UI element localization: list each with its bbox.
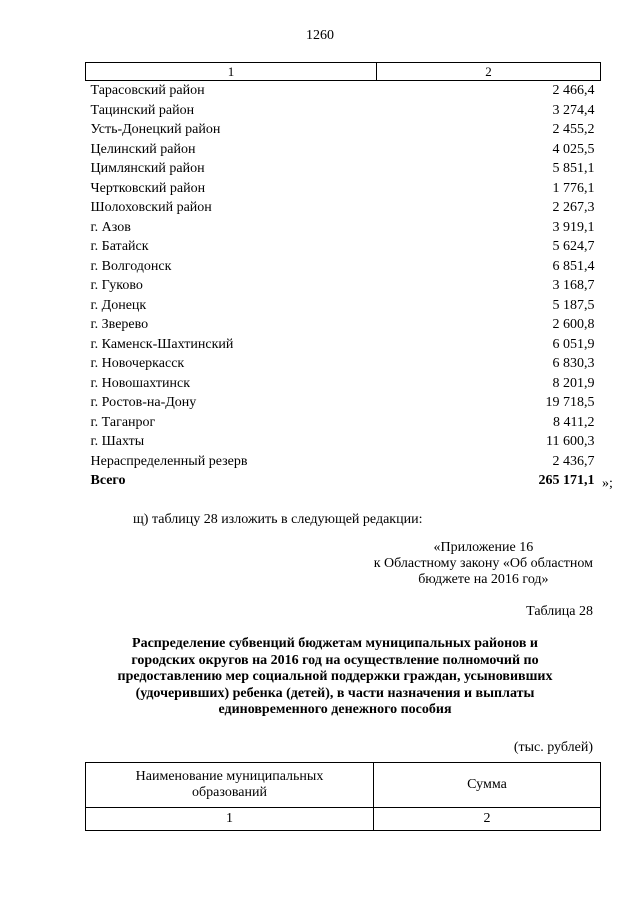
header-name-cell	[86, 763, 374, 808]
header-row	[86, 763, 601, 808]
table-row	[86, 101, 601, 121]
subsidy-amount: 8 411,2	[553, 414, 595, 430]
heading-line-5: единовременного денежного пособия	[218, 702, 452, 717]
municipality-name: г. Шахты	[90, 434, 145, 450]
column-number-2: 2	[377, 63, 601, 81]
table-row	[86, 218, 601, 238]
table-heading	[105, 636, 565, 719]
municipality-name: г. Новочеркасск	[90, 356, 185, 372]
subsidy-amount: 5 187,5	[552, 297, 595, 313]
subsidy-amount: 1 776,1	[552, 180, 595, 196]
units-note: (тыс. рублей)	[513, 740, 593, 755]
municipality-name: Тацинский район	[90, 102, 195, 118]
subsidy-amount: 2 600,8	[552, 317, 595, 333]
municipality-name: Целинский район	[90, 141, 196, 157]
table-row	[86, 179, 601, 199]
municipality-name: г. Гуково	[90, 278, 143, 294]
subsidy-amount: 3 919,1	[552, 219, 595, 235]
table-row	[86, 276, 601, 296]
subsidy-amount: 2 436,7	[552, 453, 595, 469]
municipality-name: г. Волгодонск	[90, 258, 172, 274]
table-row	[86, 432, 601, 452]
subsidy-amount: 6 830,3	[552, 356, 595, 372]
municipality-name: г. Зверево	[90, 317, 149, 333]
municipality-name: г. Ростов-на-Дону	[90, 395, 197, 411]
subsidy-amount: 8 201,9	[552, 375, 595, 391]
municipality-name: г. Батайск	[90, 239, 149, 255]
subsidy-amount: 11 600,3	[546, 434, 595, 450]
table-row	[86, 374, 601, 394]
subsidy-amount: 2 455,2	[552, 122, 595, 138]
total-label: Всего	[90, 473, 126, 489]
municipality-name: г. Донецк	[90, 297, 147, 313]
table-row	[86, 237, 601, 257]
subsidy-amount: 3 274,4	[552, 102, 595, 118]
subsidy-table-continued	[85, 62, 601, 491]
table-row	[86, 315, 601, 335]
table-row	[86, 452, 601, 472]
municipality-name: Тарасовский район	[90, 83, 205, 99]
table-row	[86, 159, 601, 179]
appendix-line-1: «Приложение 16	[433, 540, 534, 555]
municipality-name: Усть-Донецкий район	[90, 122, 221, 138]
municipality-name: г. Таганрог	[90, 414, 156, 430]
table-row	[86, 354, 601, 374]
column-number-2: 2	[374, 808, 601, 831]
municipality-name: Шолоховский район	[90, 200, 212, 216]
table-row	[86, 257, 601, 277]
subsidy-amount: 19 718,5	[545, 395, 595, 411]
heading-line-1: Распределение субвенций бюджетам муниципальных районов и	[132, 636, 538, 651]
municipality-name: Цимлянский район	[90, 161, 205, 177]
amendment-instruction: щ) таблицу 28 изложить в следующей редакции:	[133, 512, 423, 527]
appendix-reference	[374, 540, 593, 588]
appendix-line-2: к Областному закону «Об областном	[373, 556, 593, 571]
subsidy-amount: 3 168,7	[552, 278, 595, 294]
subsidy-amount: 6 851,4	[552, 258, 595, 274]
table-label: Таблица 28	[526, 604, 593, 619]
municipality-name: Чертковский район	[90, 180, 206, 196]
table-row	[86, 120, 601, 140]
header-name-line-2: образований	[192, 785, 267, 800]
column-number-1: 1	[86, 808, 374, 831]
subsidy-amount: 6 051,9	[552, 336, 595, 352]
municipality-name: г. Каменск-Шахтинский	[90, 336, 234, 352]
header-name-line-1: Наименование муниципальных	[135, 769, 324, 784]
header-sum-cell: Сумма	[374, 763, 601, 808]
table-row	[86, 296, 601, 316]
column-number-row	[86, 63, 601, 81]
column-number-row	[86, 808, 601, 831]
subsidy-amount: 2 466,4	[552, 83, 595, 99]
table-row	[86, 413, 601, 433]
appendix-line-3: бюджете на 2016 год»	[418, 572, 549, 587]
heading-line-2: городских округов на 2016 год на осуществление полномочий по	[131, 652, 539, 668]
table-row	[86, 198, 601, 218]
subsidy-table-body	[86, 81, 601, 491]
column-number-1: 1	[86, 63, 377, 81]
total-amount: 265 171,1	[538, 473, 595, 489]
table-row	[86, 393, 601, 413]
municipality-name: г. Азов	[90, 219, 131, 235]
table-row	[86, 81, 601, 101]
table-row	[86, 140, 601, 160]
municipality-name: Нераспределенный резерв	[90, 453, 248, 469]
subsidy-amount: 5 851,1	[552, 161, 595, 177]
subsidy-amount: 2 267,3	[552, 200, 595, 216]
total-row	[86, 471, 601, 491]
heading-line-4: (удочеривших) ребенка (детей), в части назначения и выплаты	[135, 685, 535, 701]
subsidy-amount: 4 025,5	[552, 141, 595, 157]
page-number: 1260	[306, 28, 334, 43]
heading-line-3: предоставлению мер социальной поддержки граждан, усыновивших	[117, 669, 553, 684]
municipality-name: г. Новошахтинск	[90, 375, 191, 391]
table-row	[86, 335, 601, 355]
subsidy-table-28	[85, 762, 601, 831]
subsidy-amount: 5 624,7	[552, 239, 595, 255]
closing-quote: »;	[602, 476, 613, 491]
